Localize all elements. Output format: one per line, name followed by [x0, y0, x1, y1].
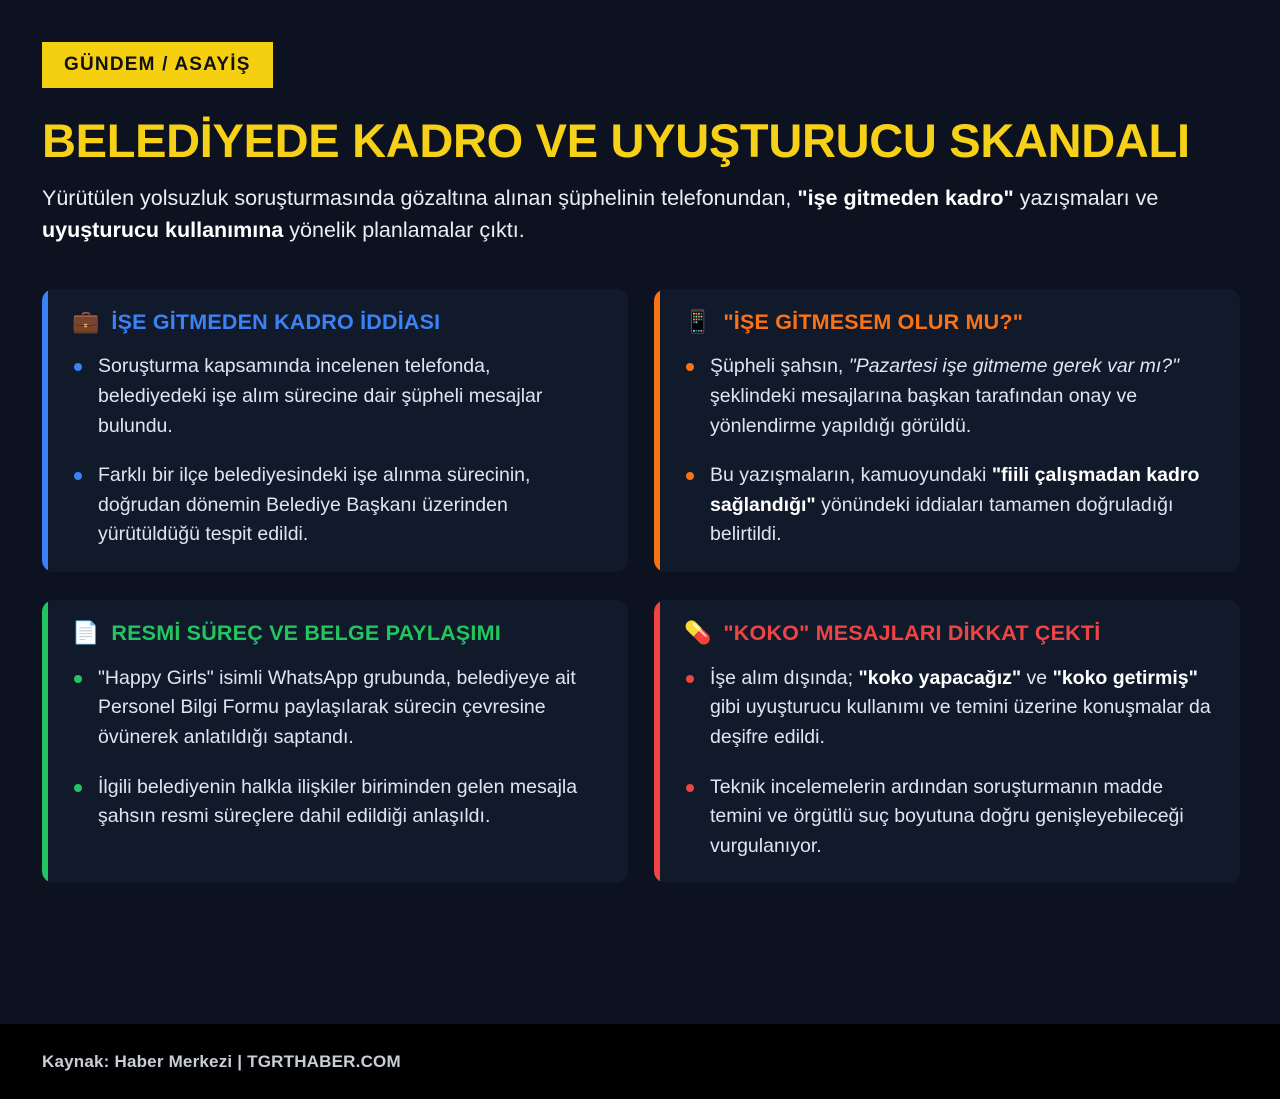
- briefcase-icon: 💼: [72, 309, 100, 335]
- card-ise-gitmesem: [654, 289, 1240, 572]
- bullet-item: [684, 664, 1214, 753]
- bullet-item: [684, 461, 1214, 550]
- bullet-item: [72, 352, 602, 441]
- card-koko-mesajlari: [654, 600, 1240, 883]
- bullet-dot-icon: [686, 472, 694, 480]
- bullet-dot-icon: [74, 784, 82, 792]
- cards-grid: [42, 289, 1240, 884]
- bullet-item: [684, 773, 1214, 862]
- pill-icon: 💊: [684, 620, 712, 646]
- bullet-text: "Happy Girls" isimli WhatsApp grubunda, belediyeye ait Personel Bilgi Formu paylaşılarak sürecin çevresine övünerek anlatıldığı saptandı.: [98, 666, 576, 748]
- card-header: [72, 311, 602, 335]
- bullet-text: Soruşturma kapsamında incelenen telefonda, belediyedeki işe alım sürecine dair şüpheli mesajlar bulundu.: [98, 355, 543, 437]
- card-accent-bar: [42, 600, 48, 883]
- bullet-text: Bu yazışmaların, kamuoyundaki "fiili çalışmadan kadro sağlandığı" yönündeki iddiaları tamamen doğruladığı belirtildi.: [710, 464, 1200, 546]
- card-kadro-iddiasi: [42, 289, 628, 572]
- bullet-dot-icon: [686, 675, 694, 683]
- card-header: [684, 622, 1214, 646]
- card-bullet-list: [684, 664, 1214, 862]
- bullet-text: İlgili belediyenin halkla ilişkiler biriminden gelen mesajla şahsın resmi süreçlere dahil edildiği anlaşıldı.: [98, 775, 578, 828]
- bullet-item: [72, 461, 602, 550]
- card-bullet-list: [72, 664, 602, 832]
- page-subtitle: Yürütülen yolsuzluk soruşturmasında gözaltına alınan şüphelinin telefonundan, "işe gitmeden kadro" yazışmaları ve uyuşturucu kullanımına yönelik planlamalar çıktı.: [42, 186, 1159, 242]
- card-accent-bar: [654, 600, 660, 883]
- card-accent-bar: [654, 289, 660, 572]
- card-resmi-surec: [42, 600, 628, 883]
- bullet-dot-icon: [74, 363, 82, 371]
- card-accent-bar: [42, 289, 48, 572]
- bullet-dot-icon: [686, 363, 694, 371]
- mobile-phone-icon: 📱: [684, 309, 712, 335]
- card-title: "KOKO" MESAJLARI DİKKAT ÇEKTİ: [723, 621, 1101, 646]
- card-title: "İŞE GİTMESEM OLUR MU?": [723, 309, 1024, 334]
- card-title: RESMİ SÜREÇ VE BELGE PAYLAŞIMI: [111, 621, 501, 646]
- bullet-dot-icon: [74, 472, 82, 480]
- category-badge: GÜNDEM / ASAYİŞ: [42, 42, 273, 88]
- bullet-text: Şüpheli şahsın, "Pazartesi işe gitmeme gerek var mı?" şeklindeki mesajlarına başkan tarafından onay ve yönlendirme yapıldığı görüldü.: [710, 355, 1180, 437]
- bullet-text: Teknik incelemelerin ardından soruşturmanın madde temini ve örgütlü suç boyutuna doğru genişleyebileceği vurgulanıyor.: [710, 775, 1184, 857]
- bullet-text: Farklı bir ilçe belediyesindeki işe alınma sürecinin, doğrudan dönemin Belediye Başkanı üzerinden yürütüldüğü tespit edildi.: [98, 464, 531, 546]
- page-title: BELEDİYEDE KADRO VE UYUŞTURUCU SKANDALI: [42, 114, 1190, 167]
- bullet-dot-icon: [74, 675, 82, 683]
- card-header: [684, 311, 1214, 335]
- document-icon: 📄: [72, 620, 100, 646]
- bullet-text: İşe alım dışında; "koko yapacağız" ve "koko getirmiş" gibi uyuşturucu kullanımı ve temini üzerine konuşmalar da deşifre edildi.: [710, 666, 1211, 748]
- bullet-item: [72, 664, 602, 753]
- source-credit: Kaynak: Haber Merkezi | TGRTHABER.COM: [42, 1051, 401, 1071]
- card-bullet-list: [684, 352, 1214, 550]
- card-header: [72, 622, 602, 646]
- card-title: İŞE GİTMEDEN KADRO İDDİASI: [111, 309, 441, 334]
- bullet-dot-icon: [686, 784, 694, 792]
- bullet-item: [684, 352, 1214, 441]
- footer-bar: [0, 1024, 1280, 1099]
- card-bullet-list: [72, 352, 602, 550]
- bullet-item: [72, 773, 602, 832]
